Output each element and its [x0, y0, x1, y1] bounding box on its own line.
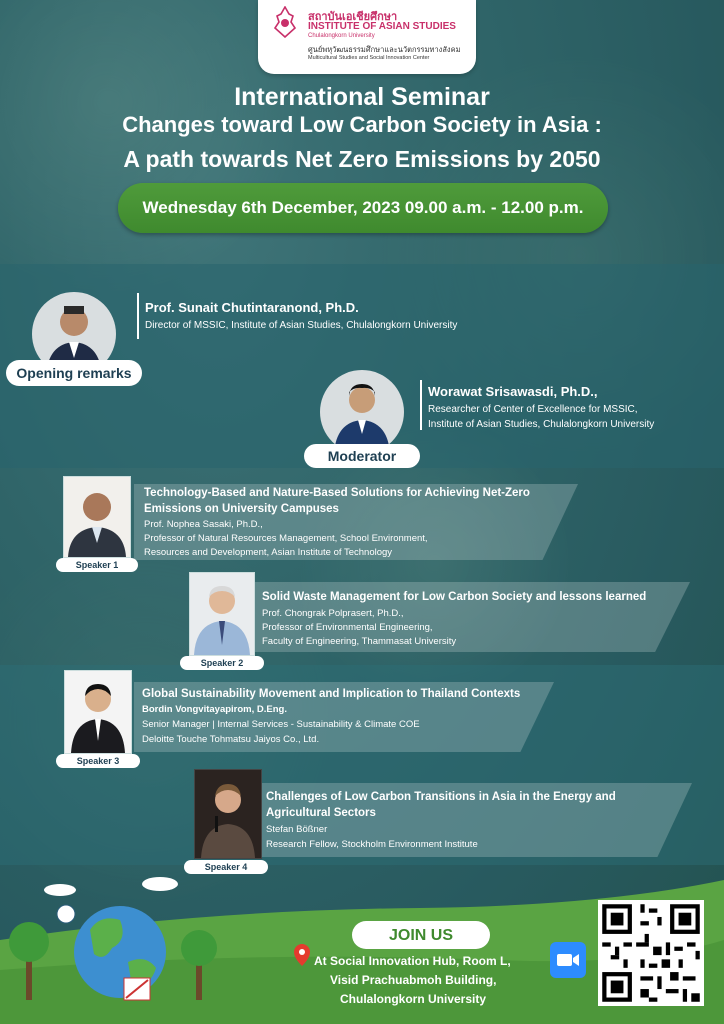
- moderator-label: Moderator: [304, 444, 420, 468]
- speaker-1-role: Professor of Natural Resources Management, School Environment,: [144, 533, 428, 544]
- institute-thai-name: สถาบันเอเชียศึกษา: [308, 11, 398, 23]
- opening-remarks-label: Opening remarks: [6, 360, 142, 386]
- speaker-2-name: Prof. Chongrak Polprasert, Ph.D.,: [262, 608, 404, 619]
- speaker-4-photo: [194, 769, 262, 859]
- moderator-role-line1: Researcher of Center of Excellence for MSSIC,: [428, 404, 638, 415]
- person-icon: [195, 770, 261, 858]
- person-icon: [190, 573, 254, 655]
- center-thai-name: ศูนย์พหุวัฒนธรรมศึกษาและนวัตกรรมทางสังคม: [308, 45, 461, 54]
- center-english-name: Multicultural Studies and Social Innovation Center: [308, 55, 430, 61]
- registration-qr-code[interactable]: [598, 900, 704, 1006]
- speaker-3-role: Senior Manager | Internal Services - Sustainability & Climate COE: [142, 719, 420, 730]
- join-us-text: JOIN US: [388, 927, 453, 944]
- speaker-2-talk-title: Solid Waste Management for Low Carbon Society and lessons learned: [262, 591, 647, 603]
- zoom-video-icon[interactable]: [550, 942, 586, 978]
- university-name: Chulalongkorn University: [308, 33, 375, 39]
- speaker-2-affiliation: Faculty of Engineering, Thammasat University: [262, 636, 457, 647]
- divider: [420, 380, 422, 430]
- speaker-4-name: Stefan Bößner: [266, 824, 328, 835]
- join-us-badge: [352, 921, 490, 949]
- moderator-avatar: [320, 370, 404, 454]
- speaker-3-affiliation: Deloitte Touche Tohmatsu Jaiyos Co., Ltd.: [142, 734, 320, 745]
- person-icon: [320, 370, 404, 454]
- speaker-1-label: Speaker 1: [56, 558, 138, 572]
- speaker-3-photo: [64, 670, 132, 754]
- speaker-1-talk-title-line2: Emissions on University Campuses: [144, 503, 339, 515]
- speaker-4-talk-title-line1: Challenges of Low Carbon Transitions in Asia in the Energy and: [266, 791, 616, 803]
- seminar-type: International Seminar: [234, 83, 490, 111]
- speaker-4-affiliation: Research Fellow, Stockholm Environment Institute: [266, 839, 478, 850]
- date-time-text: Wednesday 6th December, 2023 09.00 a.m. - 12.00 p.m.: [142, 198, 584, 217]
- date-banner: [118, 183, 608, 233]
- location-pin-icon: [294, 944, 310, 966]
- opening-speaker-name: Prof. Sunait Chutintaranond, Ph.D.: [145, 300, 359, 315]
- speaker-1-talk-title-line1: Technology-Based and Nature-Based Solutions for Achieving Net-Zero: [144, 487, 530, 499]
- speaker-2-photo: [189, 572, 255, 656]
- speaker-1-photo: [63, 476, 131, 558]
- venue-line1: At Social Innovation Hub, Room L,: [314, 954, 511, 968]
- speaker-2-label: Speaker 2: [180, 656, 264, 670]
- person-icon: [65, 671, 131, 753]
- institute-english-name: INSTITUTE OF ASIAN STUDIES: [308, 21, 456, 32]
- speaker-4-label: Speaker 4: [184, 860, 268, 874]
- university-emblem-icon: [272, 6, 298, 38]
- moderator-name: Worawat Srisawasdi, Ph.D.,: [428, 384, 598, 399]
- speaker-2-role: Professor of Environmental Engineering,: [262, 622, 433, 633]
- qr-code-icon: [598, 900, 704, 1006]
- seminar-title: Changes toward Low Carbon Society in Asia :: [122, 112, 602, 137]
- earth-illustration: [0, 870, 230, 1024]
- venue-line2: Visid Prachuabmoh Building,: [330, 973, 497, 987]
- opening-speaker-role: Director of MSSIC, Institute of Asian Studies, Chulalongkorn University: [145, 320, 458, 331]
- venue-line3: Chulalongkorn University: [340, 992, 487, 1006]
- divider: [137, 293, 139, 339]
- speaker-3-label: Speaker 3: [56, 754, 140, 768]
- speaker-4-talk-title-line2: Agricultural Sectors: [266, 807, 376, 819]
- seminar-subtitle: A path towards Net Zero Emissions by 2050: [123, 146, 601, 172]
- speaker-3-talk-title: Global Sustainability Movement and Implication to Thailand Contexts: [142, 688, 521, 700]
- institute-logo: [258, 0, 476, 74]
- moderator-role-line2: Institute of Asian Studies, Chulalongkorn University: [428, 419, 655, 430]
- speaker-1-name: Prof. Nophea Sasaki, Ph.D.,: [144, 519, 263, 530]
- speaker-1-affiliation: Resources and Development, Asian Institute of Technology: [144, 547, 393, 558]
- speaker-3-name: Bordin Vongvitayapirom, D.Eng.: [142, 704, 287, 715]
- person-icon: [64, 477, 130, 557]
